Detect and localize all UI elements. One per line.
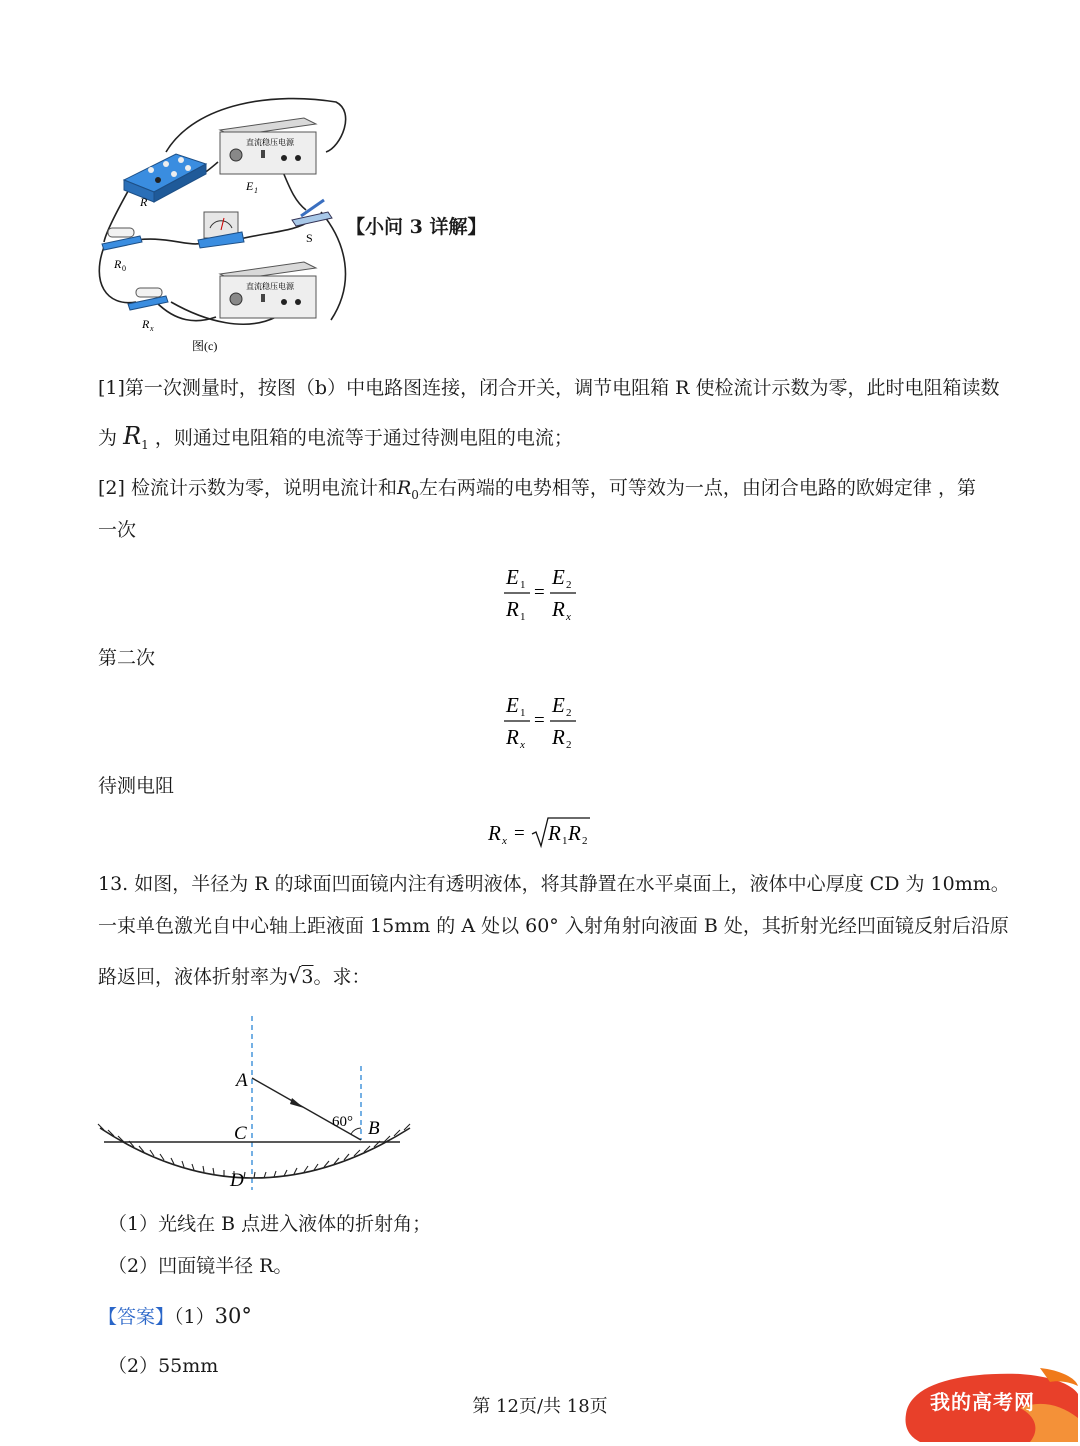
mirror-hatching bbox=[98, 1124, 410, 1178]
eq3-r1: R bbox=[548, 821, 561, 845]
solution-paragraph-1-line2 bbox=[98, 422, 573, 459]
answer-1-prefix: （1） bbox=[174, 1306, 215, 1328]
psu-label-2: 直流稳压电源 bbox=[246, 282, 294, 291]
text: [2] 检流计示数为零，说明电流计和 bbox=[98, 477, 397, 499]
sqrt-symbol: √ bbox=[288, 964, 302, 988]
sub-question-2: （2）凹面镜半径 R。 bbox=[108, 1255, 293, 1277]
galvanometer bbox=[198, 212, 244, 248]
eq1-d1s: 1 bbox=[520, 611, 526, 623]
answer-1-value: 30° bbox=[214, 1304, 252, 1328]
angle-label: 60° bbox=[332, 1114, 353, 1130]
label-R0: R bbox=[114, 257, 122, 271]
site-watermark-logo bbox=[900, 1364, 1080, 1442]
equation-2 bbox=[498, 690, 588, 754]
eq3-r1s: 1 bbox=[562, 835, 568, 847]
eq3-lhs-sub: x bbox=[502, 835, 507, 847]
eq2-n2: E bbox=[552, 693, 565, 717]
label-Rx-sub: x bbox=[150, 324, 154, 333]
eq3-r2: R bbox=[568, 821, 581, 845]
eq2-d1s: x bbox=[520, 739, 525, 751]
equation-3 bbox=[486, 812, 598, 852]
label-Rx: R bbox=[142, 317, 150, 331]
solution-paragraph-2-line1 bbox=[98, 474, 976, 509]
eq3-r2s: 2 bbox=[582, 835, 588, 847]
text: 。求： bbox=[313, 966, 371, 988]
point-C: C bbox=[234, 1123, 247, 1144]
sub: 0 bbox=[411, 487, 419, 502]
label-E1-sub: 1 bbox=[254, 186, 258, 195]
eq2-eq: = bbox=[534, 710, 545, 731]
eq1-d1: R bbox=[506, 597, 519, 621]
concave-mirror-figure bbox=[96, 1012, 416, 1194]
label-E1: E bbox=[246, 179, 254, 193]
answer-line-2: （2）55mm bbox=[108, 1355, 219, 1377]
eq1-eq: = bbox=[534, 582, 545, 603]
label-R: R bbox=[140, 195, 148, 209]
answer-line-1 bbox=[98, 1302, 252, 1331]
eq2-d2: R bbox=[552, 725, 565, 749]
light-ray bbox=[252, 1078, 361, 1140]
sub-question-1: （1）光线在 B 点进入液体的折射角； bbox=[108, 1213, 432, 1235]
text: 左右两端的电势相等，可等效为一点，由闭合电路的欧姆定律 ，第 bbox=[418, 477, 976, 499]
eq2-n1s: 1 bbox=[520, 707, 526, 719]
var-R: R bbox=[396, 477, 412, 499]
text: ，则通过电阻箱的电流等于通过待测电阻的电流； bbox=[154, 427, 573, 449]
label-S: S bbox=[306, 231, 313, 245]
watermark-text: 我的高考网 bbox=[930, 1390, 1035, 1414]
equation-1 bbox=[498, 562, 588, 626]
mirror-arc bbox=[100, 1128, 410, 1178]
wire bbox=[99, 247, 136, 303]
point-A: A bbox=[236, 1070, 248, 1091]
eq2-n2s: 2 bbox=[566, 707, 572, 719]
point-B: B bbox=[368, 1118, 380, 1139]
radicand: 3 bbox=[301, 966, 314, 988]
page-footer: 第 12页/共 18页 bbox=[472, 1396, 608, 1417]
eq1-d2: R bbox=[552, 597, 565, 621]
resistor-r0 bbox=[102, 228, 142, 250]
eq2-n1: E bbox=[506, 693, 519, 717]
eq1-n1s: 1 bbox=[520, 579, 526, 591]
label-R0-sub: 0 bbox=[122, 264, 126, 273]
q13-line2: 一束单色激光自中心轴上距液面 15mm 的 A 处以 60° 入射角射向液面 B 处，其折射光经凹面镜反射后沿原 bbox=[98, 915, 1009, 937]
q13-line3 bbox=[98, 962, 371, 991]
solution-paragraph-1-line1: [1]第一次测量时，按图（b）中电路图连接，闭合开关，调节电阻箱 R 使检流计示数为零，此时电阻箱读数 bbox=[98, 377, 1000, 399]
solution-paragraph-2-line2: 一次 bbox=[98, 519, 137, 541]
q13-line1: 13. 如图，半径为 R 的球面凹面镜内注有透明液体，将其静置在水平桌面上，液体中心厚度 CD 为 10mm。 bbox=[98, 873, 1010, 895]
sub: 1 bbox=[141, 437, 149, 452]
section-heading: 【小问 3 详解】 bbox=[346, 216, 487, 238]
ray-arrow bbox=[290, 1098, 304, 1108]
eq1-n2: E bbox=[552, 565, 565, 589]
point-D: D bbox=[230, 1170, 244, 1191]
eq1-n2s: 2 bbox=[566, 579, 572, 591]
figure-caption: 图(c) bbox=[192, 339, 218, 353]
measured-resistance-label: 待测电阻 bbox=[98, 775, 175, 797]
psu-label-1: 直流稳压电源 bbox=[246, 138, 294, 147]
circuit-apparatus-figure bbox=[96, 92, 356, 362]
text: 路返回，液体折射率为 bbox=[98, 966, 289, 988]
text: 为 bbox=[98, 427, 118, 449]
second-measure-label: 第二次 bbox=[98, 647, 156, 669]
eq2-d2s: 2 bbox=[566, 739, 572, 751]
wire bbox=[321, 212, 345, 320]
eq3-lhs: R bbox=[488, 821, 501, 845]
eq2-d1: R bbox=[506, 725, 519, 749]
answer-tag: 【答案】 bbox=[98, 1306, 175, 1328]
eq1-n1: E bbox=[506, 565, 519, 589]
resistance-box bbox=[124, 154, 206, 202]
eq1-d2s: x bbox=[566, 611, 571, 623]
switch-s bbox=[292, 200, 332, 226]
var-R: R bbox=[123, 422, 142, 450]
eq3-eq: = bbox=[514, 823, 525, 844]
